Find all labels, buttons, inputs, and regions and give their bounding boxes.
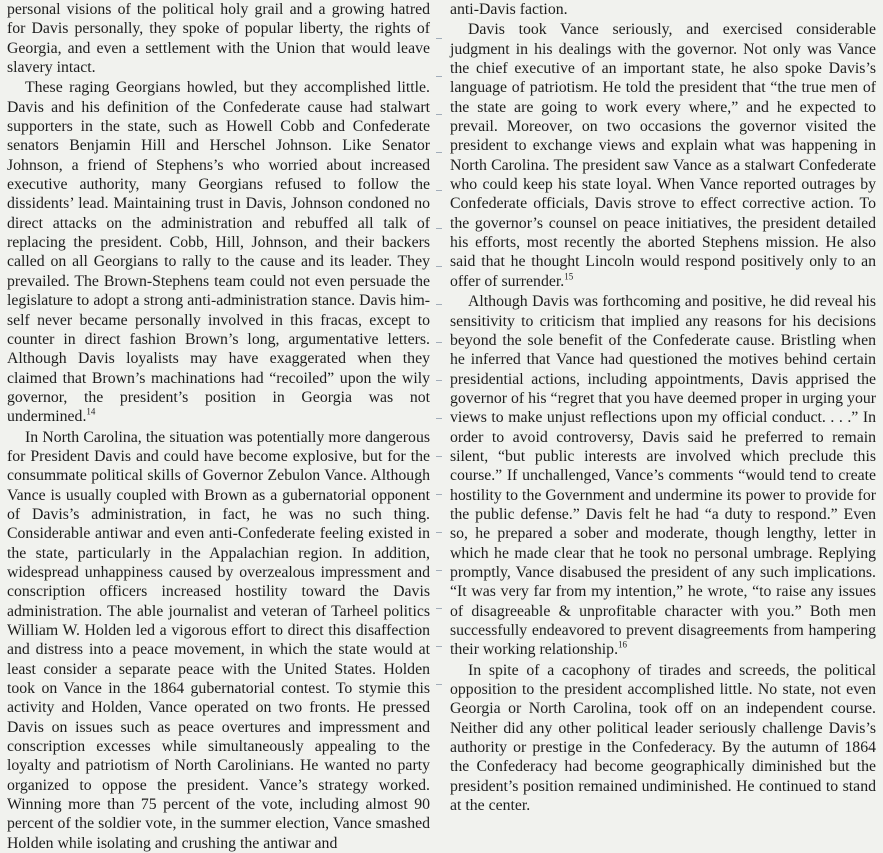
paragraph-text: Davis took Vance seriously, and exercised considerable judgment in his dealings with the governor. Not only was Vance the chief executive of an important state, he also spoke Davis’s language of patriotism. He told the president that “the true men of the state are going to work every where,” and he expected to prevail. Moreover, on two occasions the governor visited the president to exchange views and explain what was happening in North Carolina. The president saw Vance as a stalwart Confederate who could keep his state loyal. When Vance reported outrages by Confederate officials, Davis strove to effect corrective action. To the governor’s counsel on peace initiatives, the president detailed his efforts, most recently the aborted Stephens mission. He also said that he thought Lincoln would respond positively only to an offer of surrender. [450,21,876,290]
footnote-marker: 16 [618,640,628,651]
paragraph [450,0,876,19]
paragraph-text: personal visions of the political holy grail and a growing hatred for Davis personally, they spoke of popular liberty, the rights of Georgia, and even a settlement with the Union that would leave slavery intact. [7,1,430,77]
paragraph [7,0,430,77]
paragraph-text: In North Carolina, the situation was potentially more dangerous for President Davis and could have become explosive, but for the consummate political skills of Governor Zebulon Vance. Although Vance is usually coupled with Brown as a gubernatorial opponent of Davis’s administration, in fact, he was no such thing. Considerable antiwar and even anti-Confederate feeling existed in the state, particularly in the Appalachian region. In addition, widespread unhappiness caused by overzealous impressment and conscription officers increased hostility toward the Davis administration. The able journalist and veteran of Tarheel politics William W. Holden led a vigorous effort to direct this disaffection and distress into a peace movement, in which the state would at least consider a separate peace with the United States. Holden took on Vance in the 1864 gubernatorial contest. To stymie this activity and Holden, Vance operated on two fronts. He pressed Davis on issues such as peace overtures and impressment and conscription excesses while simultaneously appealing to the loyalty and patriotism of North Carolinians. He wanted no party organized to oppose the president. Vance’s strategy worked. Winning more than 75 percent of the vote, including almost 90 percent of the soldier vote, in the summer election, Vance smashed Holden while isolating and crushing the antiwar and [7,428,430,852]
paragraph [450,292,876,660]
column-gutter-marks [436,0,442,720]
footnote-marker: 14 [86,406,96,417]
paragraph [450,20,876,291]
paragraph-text: These raging Georgians howled, but they accomplished little. Davis and his definition of the Confederate cause had stalwart supporters in the state, such as Howell Cobb and Confederate senators Benjamin Hill and Herschel Johnson. Like Senator Johnson, a friend of Stephens’s who worried about increased executive authority, many Georgians refused to follow the dissidents’ lead. Maintaining trust in Davis, Johnson condoned no direct attacks on the administration and rebuffed all talk of replacing the president. Cobb, Hill, Johnson, and their backers called on all Georgians to rally to the cause and its leader. They prevailed. The Brown-Stephens team could not even persuade the legislature to adopt a strong anti-administration stance. Davis himself never became personally involved in this fracas, except to counter in direct fashion Brown’s long, argumentative letters. Although Davis loyalists may have exaggerated when they claimed that Brown’s machinations had “recoiled” upon the wily governor, the president’s position in Georgia was not undermined. [7,79,430,426]
paragraph [7,78,430,426]
footnote-marker: 15 [564,271,574,282]
paragraph-text: Although Davis was forthcoming and positive, he did reveal his sensitivity to criticism that implied any reasons for his decisions beyond the sole benefit of the Confederate cause. Bristling when he inferred that Vance had questioned the motives behind certain presidential actions, including appointments, Davis apprised the governor of his “regret that you have deemed proper in urging your views to make unjust reflections upon my official conduct. . . .” In order to avoid controversy, Davis said he preferred to remain silent, “but public interests are involved which preclude this course.” If unchallenged, Vance’s comments “would tend to create hostility to the Government and undermine its power to provide for the public defense.” Davis felt he had “a duty to respond.” Even so, he prepared a sober and moderate, though lengthy, letter in which he made clear that he took no personal umbrage. Replying promptly, Vance disabused the president of any such implications. “It was very far from my intention,” he wrote, “to raise any issues of disagreeable & unprofitable character with you.” Both men successfully endeavored to prevent disagreements from hampering their working relationship. [450,293,876,659]
paragraph-text: In spite of a cacophony of tirades and screeds, the political opposition to the president accomplished little. No state, not even Georgia or North Carolina, took off on an independent course. Neither did any other political leader seriously challenge Davis’s authority or prestige in the Confederacy. By the autumn of 1864 the Confederacy had become geographically diminished but the president’s position remained undiminished. He continued to stand at the center. [450,661,876,815]
left-column [7,0,430,853]
paragraph [7,428,430,853]
paragraph [450,661,876,816]
paragraph-text: anti-Davis faction. [450,1,568,18]
right-column [450,0,876,815]
